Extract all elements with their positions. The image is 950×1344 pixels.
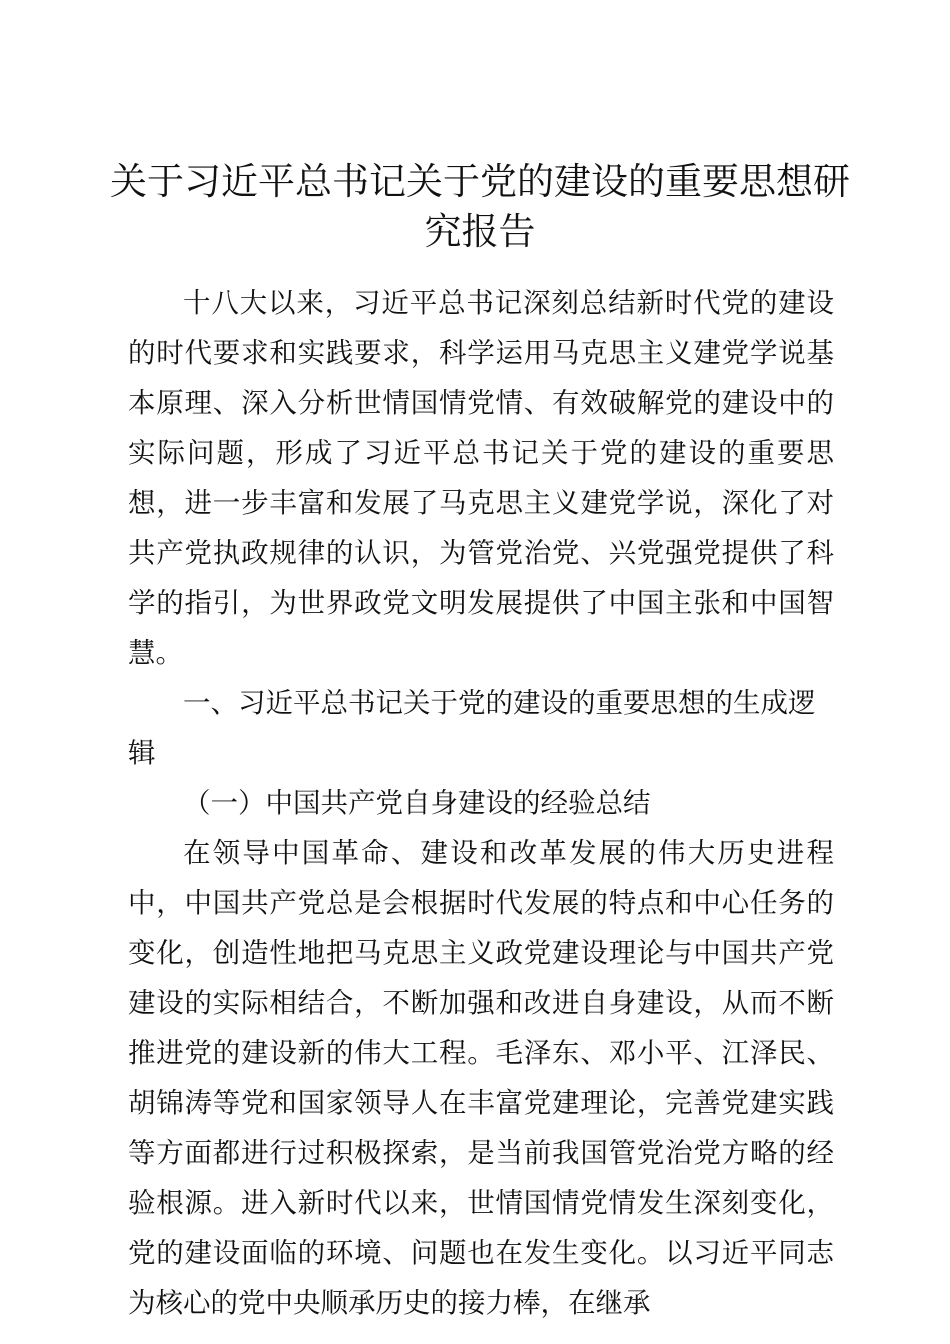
body-paragraph: 在领导中国革命、建设和改革发展的伟大历史进程中，中国共产党总是会根据时代发展的特点和中心任务的变化，创造性地把马克思主义政党建设理论与中国共产党建设的实际相结合，不断加强和改进自身建设，从而不断推进党的建设新的伟大工程。毛泽东、邓小平、江泽民、胡锦涛等党和国家领导人在丰富党建理论，完善党建实践等方面都进行过积极探索，是当前我国管党治党方略的经验根源。进入新时代以来，世情国情党情发生深刻变化，党的建设面临的环境、问题也在发生变化。以习近平同志为核心的党中央顺承历史的接力棒，在继承 — [128, 837, 834, 1319]
section-heading: 一、习近平总书记关于党的建设的重要思想的生成逻辑 — [128, 687, 816, 769]
document-body — [128, 278, 834, 1328]
subsection-heading: （一）中国共产党自身建设的经验总结 — [183, 787, 651, 819]
document-title: 关于习近平总书记关于党的建设的重要思想研究报告 — [110, 160, 850, 253]
intro-paragraph: 十八大以来，习近平总书记深刻总结新时代党的建设的时代要求和实践要求，科学运用马克思主义建党学说基本原理、深入分析世情国情党情、有效破解党的建设中的实际问题，形成了习近平总书记关于党的建设的重要思想，进一步丰富和发展了马克思主义建党学说，深化了对共产党执政规律的认识，为管党治党、兴党强党提供了科学的指引，为世界政党文明发展提供了中国主张和中国智慧。 — [128, 287, 834, 669]
